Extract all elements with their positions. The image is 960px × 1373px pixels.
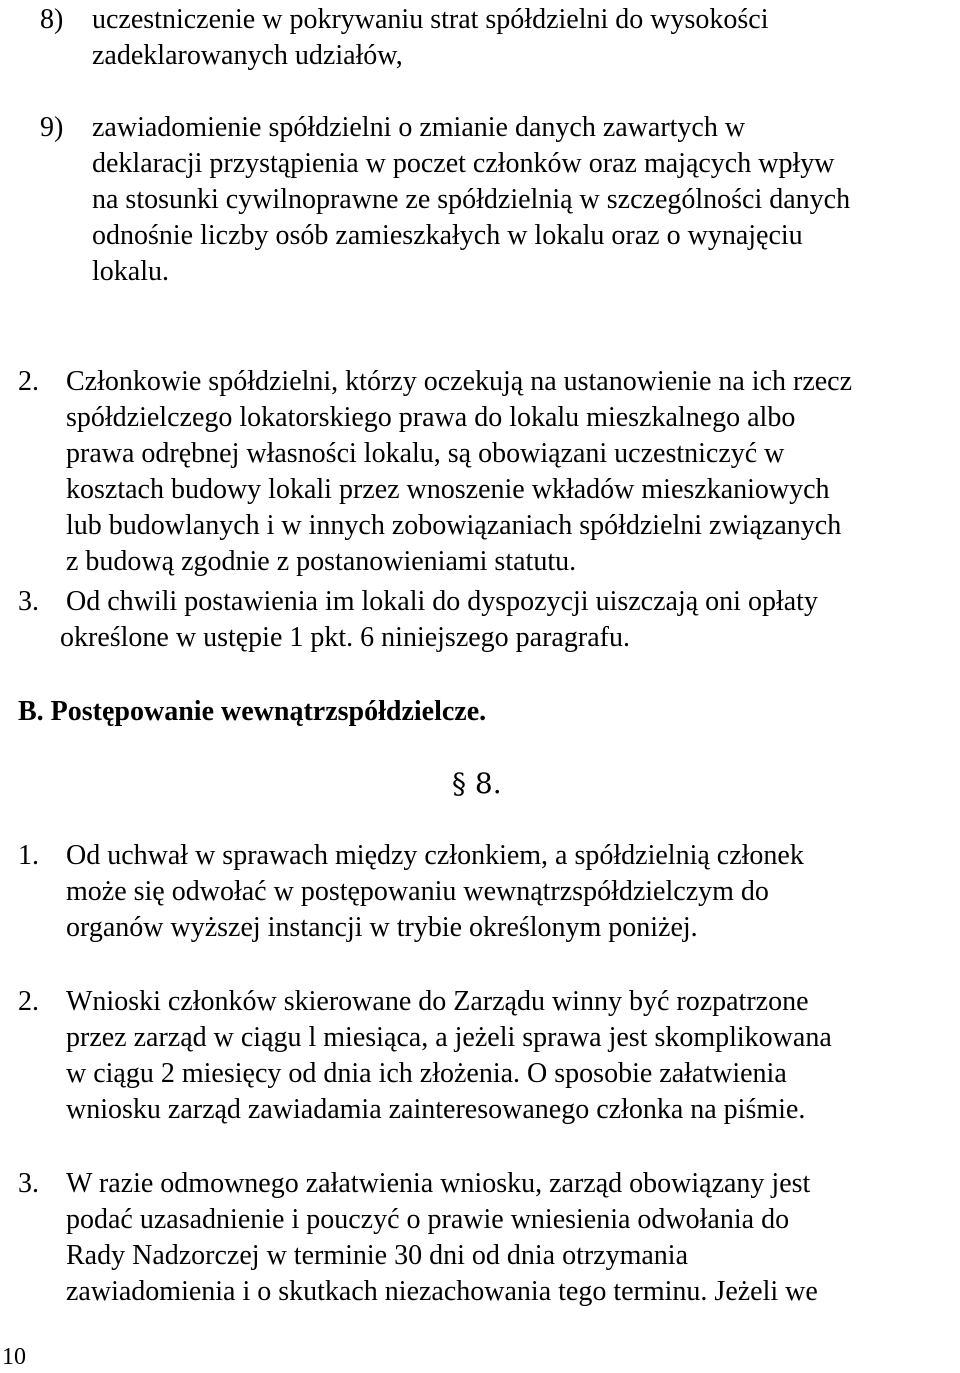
point-number: 1. [18, 840, 39, 871]
point-text: W razie odmownego załatwienia wniosku, zarząd obowiązany jest [66, 1168, 811, 1199]
list-item-text: lokalu. [92, 256, 169, 287]
point-text: w ciągu 2 miesięcy od dnia ich złożenia. O sposobie załatwienia [66, 1058, 787, 1089]
paragraph-sign: § 8. [452, 767, 502, 800]
list-item-number: 8) [40, 4, 64, 35]
point-text: Wnioski członków skierowane do Zarządu winny być rozpatrzone [66, 986, 809, 1017]
point-text: zawiadomienia i o skutkach niezachowania tego terminu. Jeżeli we [66, 1276, 818, 1307]
point-text: wniosku zarząd zawiadamia zainteresowanego członka na piśmie. [66, 1094, 806, 1125]
point-text: organów wyższej instancji w trybie określonym poniżej. [66, 912, 698, 943]
point-text: kosztach budowy lokali przez wnoszenie wkładów mieszkaniowych [66, 474, 830, 505]
list-item-number: 9) [40, 112, 64, 143]
section-heading: B. Postępowanie wewnątrzspółdzielcze. [18, 696, 487, 727]
list-item-text: odnośnie liczby osób zamieszkałych w lokalu oraz o wynajęciu [92, 220, 803, 251]
list-item-text: zawiadomienie spółdzielni o zmianie danych zawartych w [92, 112, 746, 143]
list-item-text: deklaracji przystąpienia w poczet członków oraz mających wpływ [92, 148, 835, 179]
point-number: 2. [18, 366, 39, 397]
point-text: Rady Nadzorczej w terminie 30 dni od dnia otrzymania [66, 1240, 689, 1271]
point-number: 2. [18, 986, 39, 1017]
list-item-text: na stosunki cywilnoprawne ze spółdzielnią w szczególności danych [92, 184, 851, 215]
point-number: 3. [18, 1168, 39, 1199]
point-text: Od uchwał w sprawach między członkiem, a spółdzielnią członek [66, 840, 804, 871]
list-item-text: uczestniczenie w pokrywaniu strat spółdzielni do wysokości [92, 4, 769, 35]
list-item-text: zadeklarowanych udziałów, [92, 40, 403, 71]
point-text: prawa odrębnej własności lokalu, są obowiązani uczestniczyć w [66, 438, 785, 469]
point-number: 3. [18, 586, 39, 617]
point-text: z budową zgodnie z postanowieniami statutu. [66, 546, 577, 577]
point-text: Członkowie spółdzielni, którzy oczekują na ustanowienie na ich rzecz [66, 366, 853, 397]
point-text: określone w ustępie 1 pkt. 6 niniejszego paragrafu. [60, 622, 630, 653]
point-text: podać uzasadnienie i pouczyć o prawie wniesienia odwołania do [66, 1204, 790, 1235]
point-text: przez zarząd w ciągu l miesiąca, a jeżeli sprawa jest skomplikowana [66, 1022, 832, 1053]
point-text: Od chwili postawienia im lokali do dyspozycji uiszczają oni opłaty [66, 586, 818, 617]
page-number: 10 [2, 1344, 26, 1370]
point-text: może się odwołać w postępowaniu wewnątrzspółdzielczym do [66, 876, 769, 907]
point-text: spółdzielczego lokatorskiego prawa do lokalu mieszkalnego albo [66, 402, 796, 433]
point-text: lub budowlanych i w innych zobowiązaniach spółdzielni związanych [66, 510, 842, 541]
